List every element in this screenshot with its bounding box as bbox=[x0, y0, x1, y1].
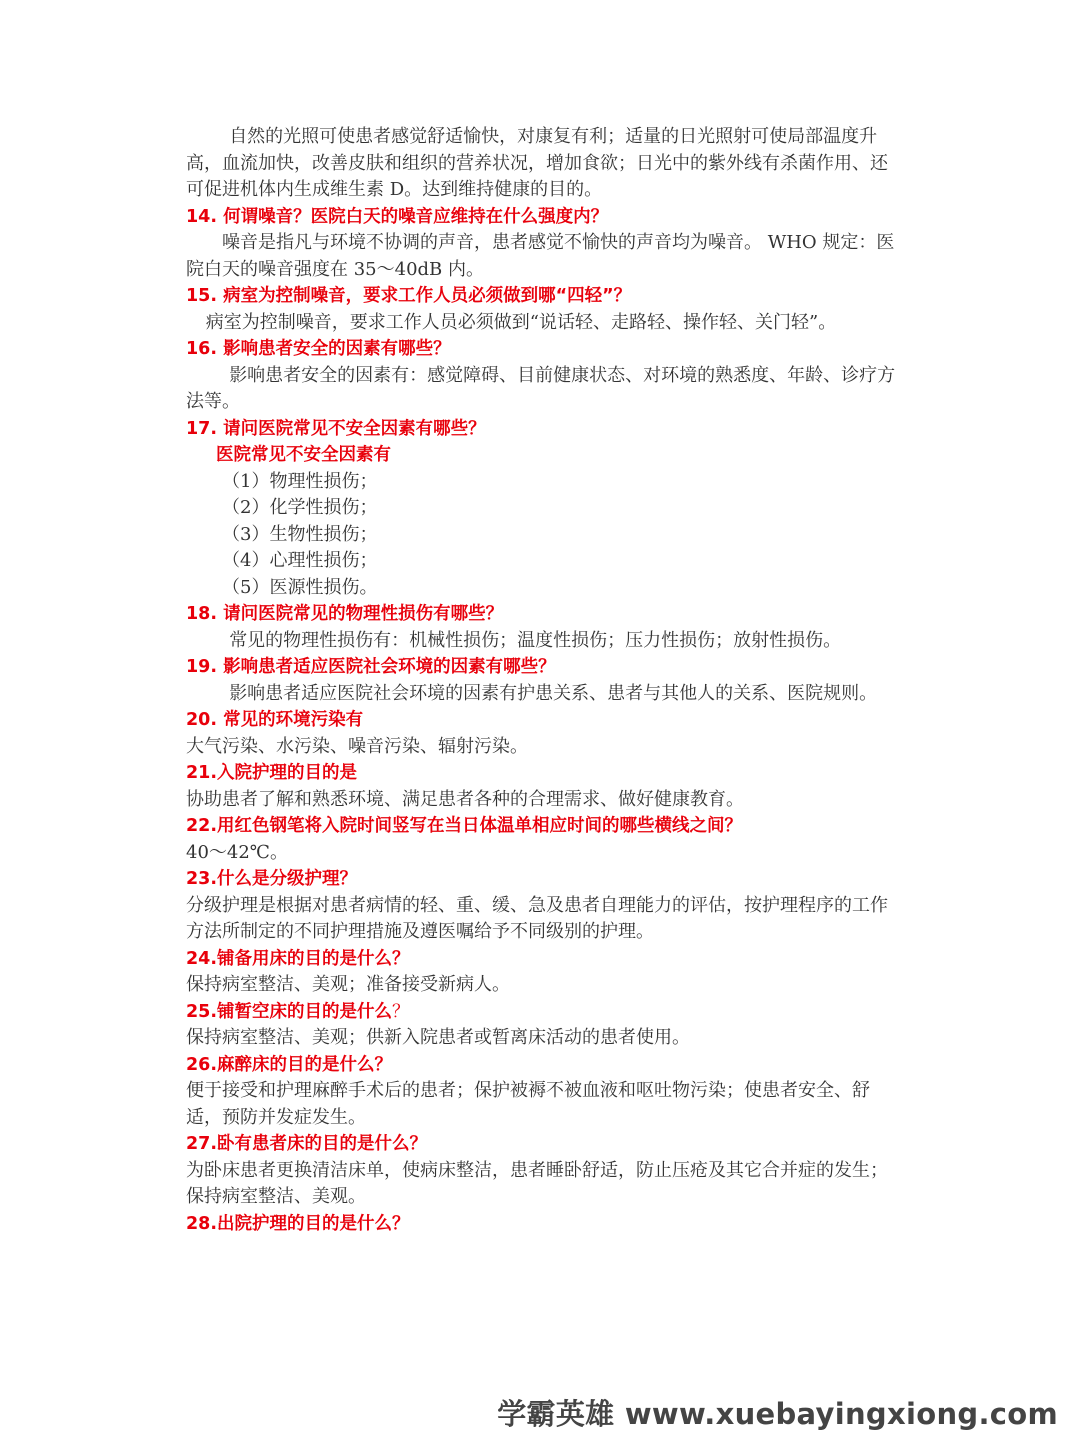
question-23: 23.什么是分级护理？ bbox=[186, 869, 358, 889]
answer-17-intro: 医院常见不安全因素有 bbox=[216, 445, 391, 465]
list-item: （5）医源性损伤。 bbox=[222, 576, 378, 598]
question-14: 14. 何谓噪音？医院白天的噪音应维持在什么强度内？ bbox=[186, 206, 609, 227]
question-17: 17. 请问医院常见不安全因素有哪些？ bbox=[186, 418, 486, 439]
answer-20: 大气污染、水污染、噪音污染、辐射污染。 bbox=[186, 735, 528, 757]
answer-26: 便于接受和护理麻醉手术后的患者；保护被褥不被血液和呕吐物污染；使患者安全、舒适，预防并发症发生。 bbox=[186, 1080, 870, 1128]
question-25 bbox=[186, 999, 898, 1026]
question-27: 27.卧有患者床的目的是什么？ bbox=[186, 1134, 428, 1154]
question-25-text: 25.铺暂空床的目的是什么 bbox=[186, 1001, 393, 1022]
answer-25: 保持病室整洁、美观；供新入院患者或暂离床活动的患者使用。 bbox=[186, 1027, 690, 1048]
question-24: 24.铺备用床的目的是什么？ bbox=[186, 948, 410, 969]
question-21: 21.入院护理的目的是 bbox=[186, 763, 358, 783]
list-item: （2）化学性损伤； bbox=[222, 497, 378, 518]
answer-27: 为卧床患者更换清洁床单，使病床整洁，患者睡卧舒适，防止压疮及其它合并症的发生；保持病室整洁、美观。 bbox=[186, 1159, 888, 1207]
question-26: 26.麻醉床的目的是什么？ bbox=[186, 1054, 393, 1075]
question-22: 22.用红色钢笔将入院时间竖写在当日体温单相应时间的哪些横线之间？ bbox=[186, 816, 742, 836]
answer-15: 病室为控制噪音，要求工作人员必须做到“说话轻、走路轻、操作轻、关门轻”。 bbox=[205, 311, 837, 333]
question-16: 16. 影响患者安全的因素有哪些？ bbox=[186, 339, 451, 359]
answer-18: 常见的物理性损伤有：机械性损伤；温度性损伤；压力性损伤；放射性损伤。 bbox=[229, 629, 842, 651]
answer-17-list bbox=[186, 469, 898, 602]
question-28: 28.出院护理的目的是什么？ bbox=[186, 1213, 410, 1234]
question-25-mark: ？ bbox=[392, 1001, 410, 1022]
answer-21: 协助患者了解和熟悉环境、满足患者各种的合理需求、做好健康教育。 bbox=[186, 788, 744, 810]
answer-23: 分级护理是根据对患者病情的轻、重、缓、急及患者自理能力的评估，按护理程序的工作方法所制定的不同护理措施及遵医嘱给予不同级别的护理。 bbox=[186, 894, 888, 942]
answer-13: 自然的光照可使患者感觉舒适愉快，对康复有利；适量的日光照射可使局部温度升高，血流加快，改善皮肤和组织的营养状况，增加食欲；日光中的紫外线有杀菌作用、还可促进机体内生成维生素 D。达到维持健康的目的。 bbox=[186, 126, 888, 200]
question-15: 15. 病室为控制噪音，要求工作人员必须做到哪“四轻”？ bbox=[186, 286, 632, 306]
list-item: （1）物理性损伤； bbox=[222, 470, 378, 492]
answer-24: 保持病室整洁、美观；准备接受新病人。 bbox=[186, 974, 510, 995]
question-18: 18. 请问医院常见的物理性损伤有哪些？ bbox=[186, 604, 504, 624]
question-20: 20. 常见的环境污染有 bbox=[186, 710, 364, 730]
answer-22: 40～42℃。 bbox=[186, 841, 288, 863]
document-page bbox=[186, 124, 898, 1237]
answer-14: 噪音是指凡与环境不协调的声音，患者感觉不愉快的声音均为噪音。 WHO 规定：医院白天的噪音强度在 35～40dB 内。 bbox=[186, 232, 895, 280]
list-item: （3）生物性损伤； bbox=[222, 523, 378, 545]
answer-16: 影响患者安全的因素有：感觉障碍、目前健康状态、对环境的熟悉度、年龄、诊疗方法等。 bbox=[186, 364, 896, 412]
watermark: 学霸英雄 www.xuebayingxiong.com bbox=[497, 1397, 1058, 1431]
answer-19: 影响患者适应医院社会环境的因素有护患关系、患者与其他人的关系、医院规则。 bbox=[229, 682, 878, 704]
question-19: 19. 影响患者适应医院社会环境的因素有哪些？ bbox=[186, 657, 556, 677]
list-item: （4）心理性损伤； bbox=[222, 550, 378, 571]
